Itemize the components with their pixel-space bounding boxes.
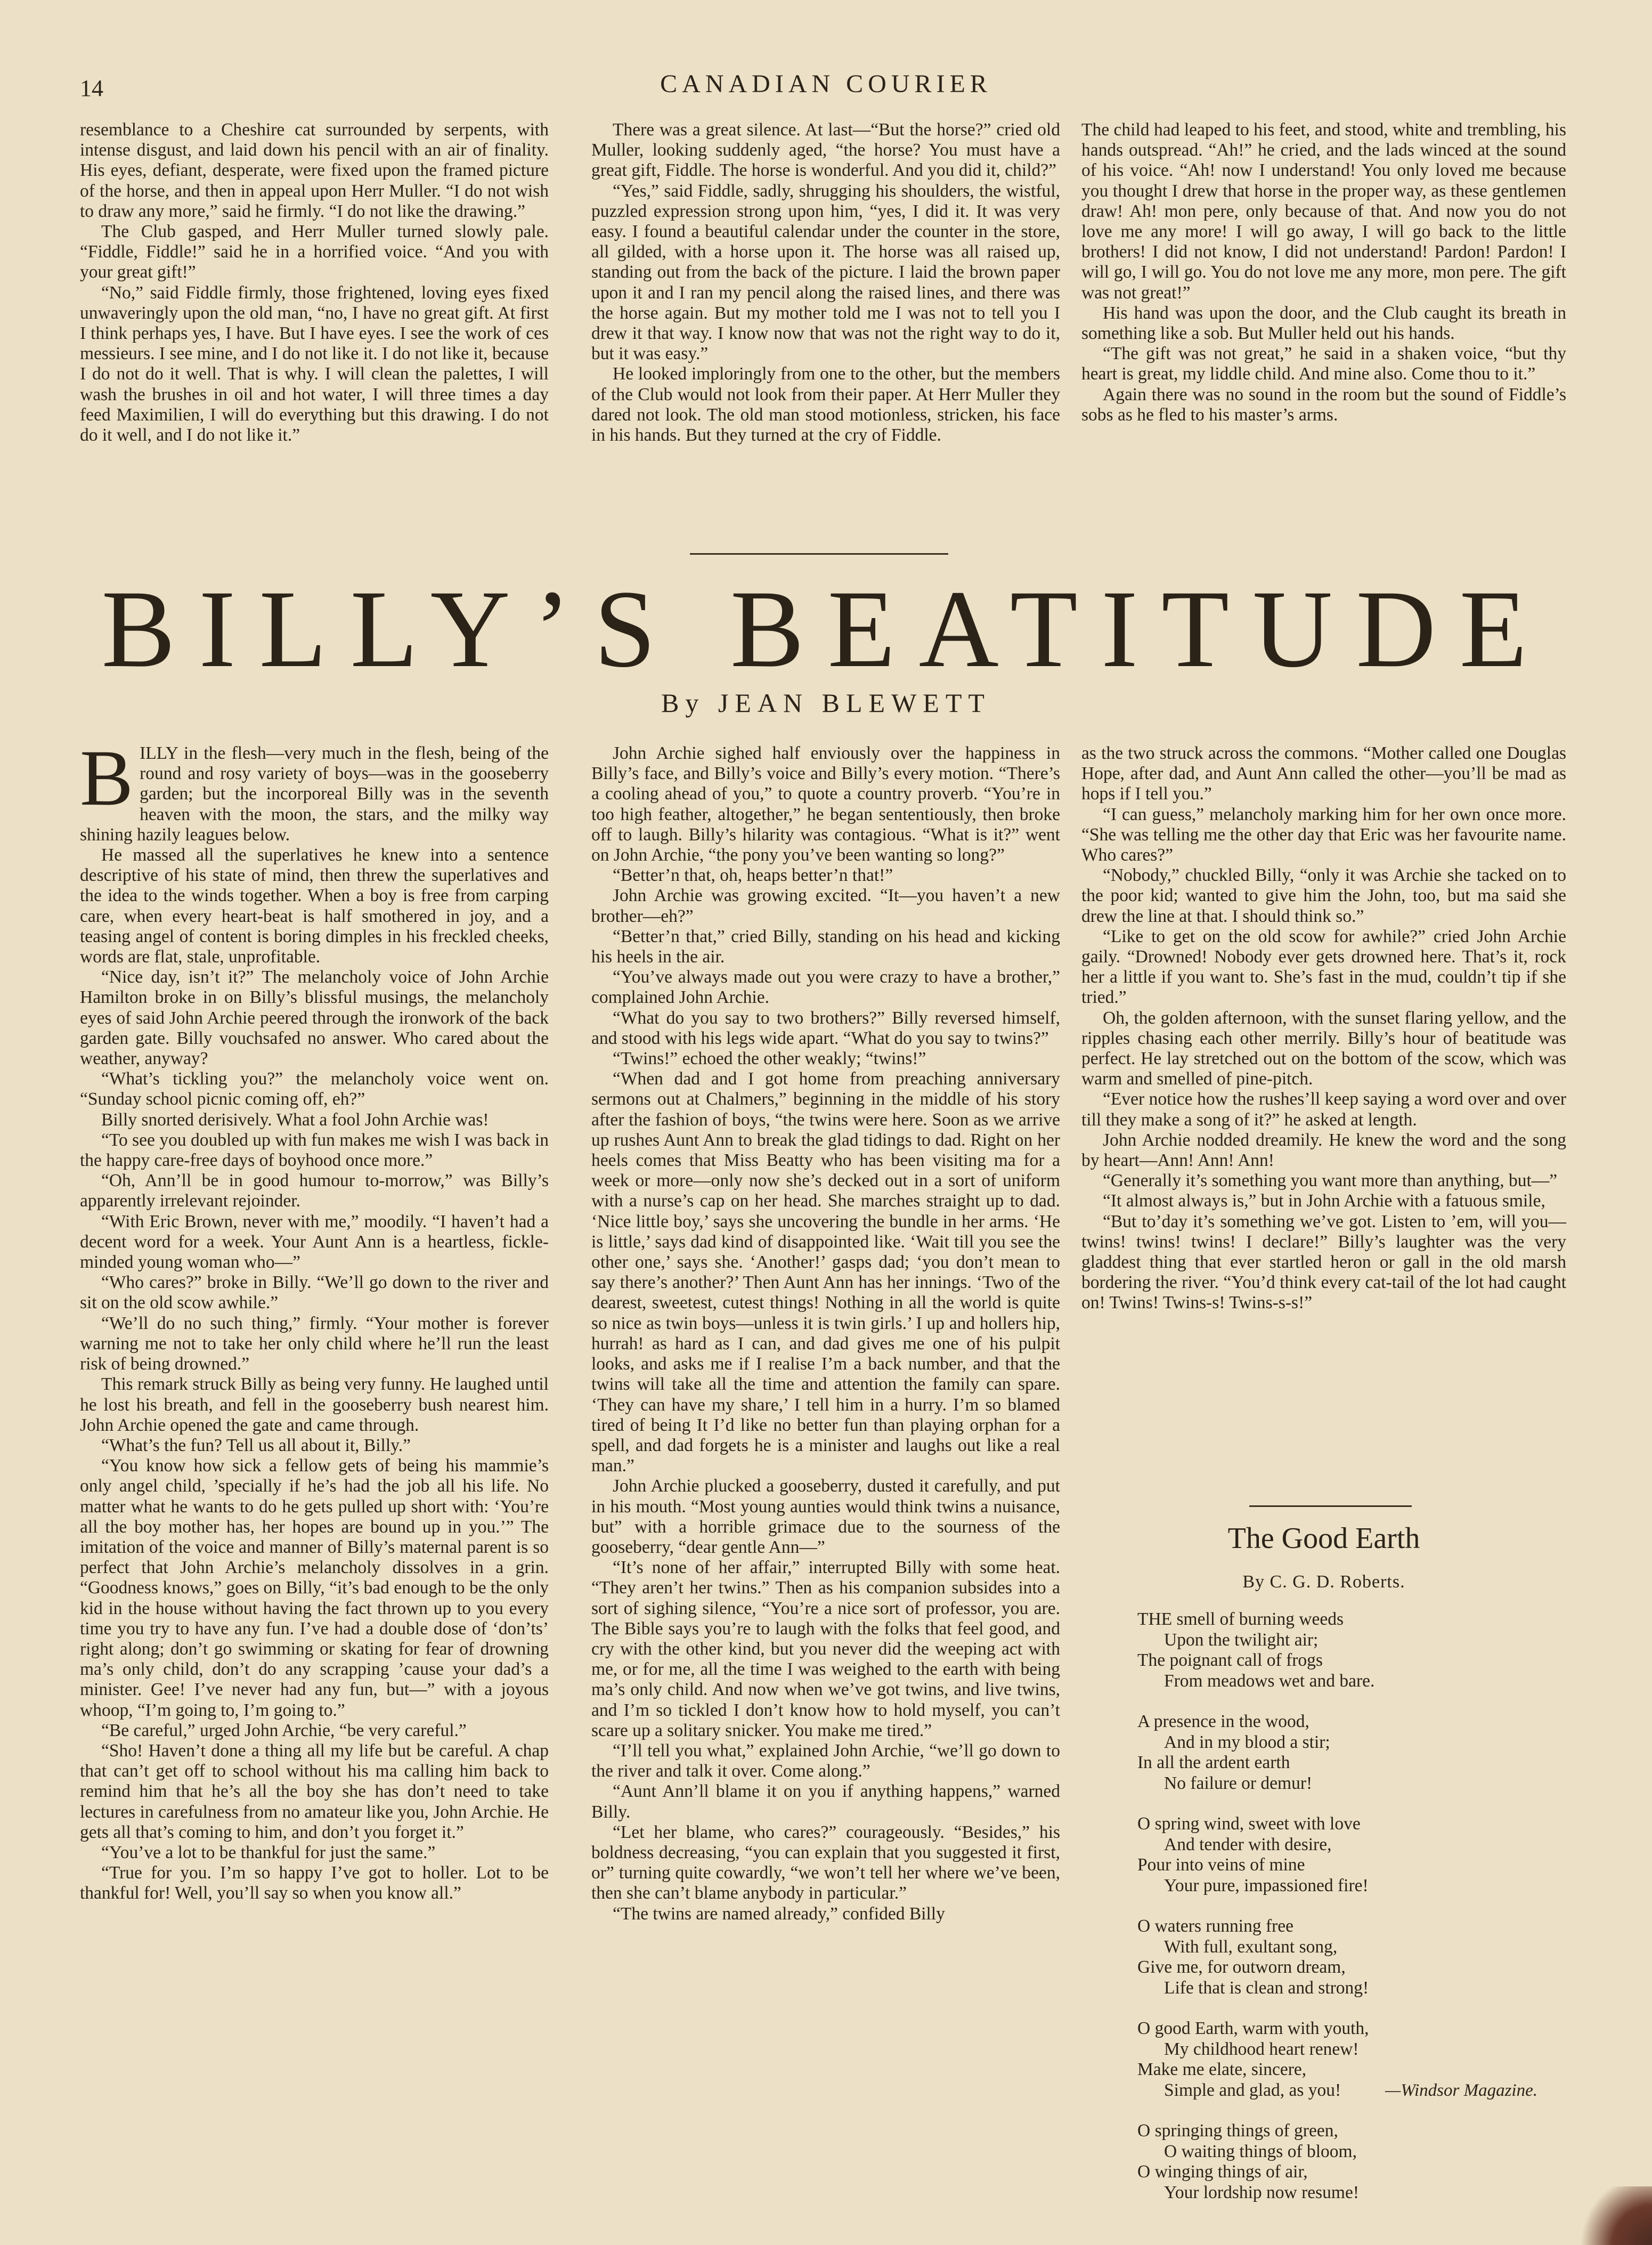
- paragraph: “The gift was not great,” he said in a shaken voice, “but thy heart is great, my liddle child. And mine also. Come thou to it.”: [1081, 344, 1566, 384]
- poem-line: O good Earth, warm with youth,: [1137, 2019, 1369, 2038]
- paragraph: “Let her blame, who cares?” courageously. “Besides,” his boldness decreasing, “you can explain that you suggested it first, or” turning quite cowardly, “we won’t tell her where we’ve been, then she can’t blame anybody in particular.”: [591, 1822, 1060, 1903]
- paragraph: “Better’n that,” cried Billy, standing on his head and kicking his heels in the air.: [591, 926, 1060, 967]
- paragraph: “Nobody,” chuckled Billy, “only it was Archie she tacked on to the poor kid; wanted to give him the John, too, but ma said she drew the line at that. I should think so.”: [1081, 865, 1566, 926]
- poem-line: No failure or demur!: [1164, 1773, 1313, 1793]
- poem-line: Life that is clean and strong!: [1164, 1977, 1369, 1998]
- poem-line: Simple and glad, as you!: [1164, 2080, 1341, 2100]
- paragraph: The Club gasped, and Herr Muller turned slowly pale. “Fiddle, Fiddle!” said he in a horrified voice. “And you with your great gift!”: [80, 222, 549, 282]
- paragraph: “What do you say to two brothers?” Billy reversed himself, and stood with his legs wide apart. “What do you say to twins?”: [591, 1008, 1060, 1048]
- poem-line: O winging things of air,: [1137, 2162, 1308, 2182]
- paragraph: “I’ll tell you what,” explained John Archie, “we’ll go down to the river and talk it over. Come along.”: [591, 1740, 1060, 1781]
- poem-stanza: [1137, 1916, 1553, 1998]
- prev-story-column-2: [591, 120, 1060, 445]
- poem-line: The poignant call of frogs: [1137, 1650, 1323, 1670]
- poem-line: THE smell of burning weeds: [1137, 1609, 1344, 1629]
- poem-line: Upon the twilight air;: [1164, 1630, 1319, 1650]
- story-column-3: [1081, 743, 1566, 1314]
- title-divider: [690, 553, 948, 555]
- paragraph: “We’ll do no such thing,” firmly. “Your mother is forever warning me not to take her only child where he’ll run the least risk of being drowned.”: [80, 1313, 549, 1374]
- page-corner-shadow: [1572, 2186, 1652, 2245]
- paragraph: “It’s none of her affair,” interrupted Billy with some heat. “They aren’t her twins.” Then as his companion subsides into a sort of sighing silence, “You’re a nice sort of professor, you are. The Bible says you’re to laugh with the folks that feel good, and cry with the other kind, but you never did the weeping act with me, or for me, all the time I was weighed to the earth with being ma’s only child. And now when we’ve got twins, and live twins, and I’m so tickled I don’t know how to hold myself, you can’t scare up a solitary snicker. You make me tired.”: [591, 1558, 1060, 1740]
- paragraph: His hand was upon the door, and the Club caught its breath in something like a sob. But Muller held out his hands.: [1081, 303, 1566, 344]
- paragraph: This remark struck Billy as being very funny. He laughed until he lost his breath, and fell in the gooseberry bush nearest him. John Archie opened the gate and came through.: [80, 1374, 549, 1435]
- paragraph: resemblance to a Cheshire cat surrounded by serpents, with intense disgust, and laid down his pencil with an air of finality. His eyes, defiant, desperate, were fixed upon the framed picture of the horse, and then in appeal upon Herr Muller. “I do not wish to draw any more,” said he firmly. “I do not like the drawing.”: [80, 120, 549, 221]
- paragraph: John Archie sighed half enviously over the happiness in Billy’s face, and Billy’s voice and Billy’s every motion. “There’s a cooling ahead of you,” to quote a country proverb. “You’re in too high feather, altogether,” he began sententiously, then broke off to laugh. Billy’s hilarity was contagious. “What is it?” went on John Archie, “the pony you’ve been wanting so long?”: [591, 743, 1060, 865]
- paragraph: “True for you. I’m so happy I’ve got to holler. Lot to be thankful for! Well, you’ll say so when you know all.”: [80, 1863, 549, 1903]
- paragraph: “Who cares?” broke in Billy. “We’ll go down to the river and sit on the old scow awhile.”: [80, 1273, 549, 1313]
- poem-line: And in my blood a stir;: [1164, 1732, 1330, 1752]
- paragraph: John Archie was growing excited. “It—you haven’t a new brother—eh?”: [591, 886, 1060, 926]
- paragraph: “You’ve always made out you were crazy to have a brother,” complained John Archie.: [591, 967, 1060, 1008]
- running-head: CANADIAN COURIER: [660, 70, 992, 98]
- poem-line: My childhood heart renew!: [1164, 2039, 1359, 2059]
- paragraph: “The twins are named already,” confided Billy: [613, 1903, 945, 1924]
- paragraph: “To see you doubled up with fun makes me wish I was back in the happy care-free days of boyhood once more.”: [80, 1130, 549, 1171]
- paragraph: “I can guess,” melancholy marking him for her own once more. “She was telling me the other day that Eric was her favourite name. Who cares?”: [1081, 804, 1566, 865]
- paragraph: “Be careful,” urged John Archie, “be very careful.”: [101, 1720, 467, 1740]
- poem-title: The Good Earth: [1227, 1522, 1420, 1555]
- page-header: [80, 69, 1572, 112]
- poem-divider: [1249, 1505, 1412, 1507]
- poem-line: Your lordship now resume!: [1164, 2182, 1360, 2202]
- paragraph: “You’ve a lot to be thankful for just the same.”: [101, 1842, 436, 1862]
- poem-line: In all the ardent earth: [1137, 1753, 1290, 1772]
- poem-line: O spring wind, sweet with love: [1137, 1814, 1361, 1834]
- story-column-2: [591, 743, 1060, 1924]
- paragraph: John Archie nodded dreamily. He knew the word and the song by heart—Ann! Ann! Ann!: [1081, 1130, 1566, 1171]
- poem-line: And tender with desire,: [1164, 1834, 1332, 1854]
- poem-line: Make me elate, sincere,: [1137, 2060, 1307, 2079]
- poem-line: O waiting things of bloom,: [1164, 2141, 1357, 2161]
- paragraph: “When dad and I got home from preaching anniversary sermons out at Chalmers,” beginning in the middle of his story after the fashion of boys, “the twins were here. Soon as we arrive up rushes Aunt Ann to break the glad tidings to dad. Right on her heels comes that Miss Beatty who has been visiting ma for a week or more—only now she’s decked out in a sort of uniform with a nurse’s cap on her head. She marches straight up to dad. ‘Nice little boy,’ says she uncovering the bundle in her arms. ‘He is little,’ says dad kind of disappointed like. ‘Wait till you see the other one,’ says she. ‘Another!’ gasps dad; ‘you don’t mean to say there’s another?’ Then Aunt Ann has her innings. ‘Two of the dearest, sweetest, cutest things! Nothing in all the world is quite so nice as twin boys—unless it is twin girls.’ I up and hollers hip, hurrah! as hard as I can, and dad gives me one of his pulpit looks, and asks me if I realise I’m a back number, and that the twins will take all the time and attention the family can spare. ‘They can have my share,’ I tell him in a hurry. I’m so blamed tired of being It I’d like no better fun than playing orphan for a spell, and dad forgets he is a minister and laughs out like a real man.”: [591, 1069, 1060, 1476]
- story-byline: By JEAN BLEWETT: [661, 688, 991, 718]
- paragraph: “Like to get on the old scow for awhile?” cried John Archie gaily. “Drowned! Nobody ever gets drowned here. That’s it, rock her a little if you want to. She’s fast in the mud, couldn’t tip if she tried.”: [1081, 926, 1566, 1008]
- paragraph: Oh, the golden afternoon, with the sunset flaring yellow, and the ripples chasing each other merrily. Billy’s hour of beatitude was perfect. He lay stretched out on the bottom of the scow, which was warm and smelled of pine-pitch.: [1081, 1008, 1566, 1089]
- poem-body: [1137, 1609, 1553, 2223]
- poem-author: By C. G. D. Roberts.: [1242, 1572, 1405, 1592]
- poem-line: Your pure, impassioned fire!: [1164, 1875, 1369, 1895]
- paragraph: He looked imploringly from one to the other, but the members of the Club would not look from their paper. At Herr Muller they dared not look. The old man stood motionless, stricken, his face in his hands. But they turned at the cry of Fiddle.: [591, 364, 1060, 445]
- poem-stanza: [1137, 1712, 1553, 1794]
- paragraph: John Archie plucked a gooseberry, dusted it carefully, and put in his mouth. “Most young aunties would think twins a nuisance, but” with a horrible grimace due to the sourness of the gooseberry, “dear gentle Ann—”: [591, 1476, 1060, 1557]
- story-title: BILLY’S BEATITUDE: [101, 568, 1551, 690]
- paragraph: There was a great silence. At last—“But the horse?” cried old Muller, looking suddenly aged, “the horse? You must have a great gift, Fiddle. The horse is wonderful. And you did it, child?”: [591, 120, 1060, 181]
- paragraph: “What’s tickling you?” the melancholy voice went on. “Sunday school picnic coming off, eh?”: [80, 1069, 549, 1109]
- poem-stanza: [1137, 1814, 1553, 1896]
- paragraph: “With Eric Brown, never with me,” moodily. “I haven’t had a decent word for a week. Your Aunt Ann is a heartless, fickle-minded young woman who—”: [80, 1211, 549, 1273]
- poem-line: From meadows wet and bare.: [1164, 1671, 1375, 1691]
- paragraph: “What’s the fun? Tell us all about it, Billy.”: [101, 1435, 411, 1455]
- paragraph: “You know how sick a fellow gets of being his mammie’s only angel child, ’specially if he’s had the job all his life. No matter what he wants to do he gets pulled up short with: ‘You’re all the boy mother has, her hopes are bound up in you.’” The imitation of the voice and manner of Billy’s maternal parent is so perfect that John Archie’s melancholy dissolves in a grin. “Goodness knows,” goes on Billy, “it’s bad enough to be the only kid in the house without having the fact thrown up to you every time you try to have any fun. I’ve had a double dose of ‘don’ts’ right along; don’t go swimming or skating for fear of drowning ma’s only child, don’t do any scrapping ’cause your dad’s a minister. Gee! I’ve never had any fun, but—” with a joyous whoop, “I’m going to, I’m going to.”: [80, 1456, 549, 1720]
- paragraph: “No,” said Fiddle firmly, those frightened, loving eyes fixed unwaveringly upon the old man, “no, I have no great gift. At first I think perhaps yes, I have. But I have eyes. I see the work of ces messieurs. I see mine, and I do not like it. I do not like it, because I do not do it well. That is why. I will clean the palettes, I will wash the brushes in oil and hot water, I will three times a day feed Maximilien, I will do everything but this drawing. I do not do it well, and I do not like it.”: [80, 282, 549, 445]
- paragraph: Billy snorted derisively. What a fool John Archie was!: [101, 1109, 489, 1130]
- paragraph: as the two struck across the commons. “Mother called one Douglas Hope, after dad, and Aunt Ann called the other—you’ll be mad as hops if I tell you.”: [1081, 743, 1566, 804]
- opening-paragraph: [80, 734, 549, 845]
- paragraph: “But to’day it’s something we’ve got. Listen to ’em, will you—twins! twins! twins! I declare!” Billy’s laughter was the very gladdest thing that ever startled heron or gall in the old marsh bordering the river. “You’d think every cat-tail of the lot had caught on! Twins! Twins-s! Twins-s-s!”: [1081, 1211, 1566, 1313]
- poem-line: Pour into veins of mine: [1137, 1855, 1305, 1875]
- paragraph: “Sho! Haven’t done a thing all my life but be careful. A chap that can’t get off to school without his ma calling him back to remind him that he’s all the boy she has don’t need to take lectures in carefulness from no amateur like you, John Archie. He gets all that’s coming to him, and don’t you forget it.”: [80, 1740, 549, 1842]
- paragraph: “Better’n that, oh, heaps better’n that!”: [613, 865, 893, 886]
- poem-line: A presence in the wood,: [1137, 1712, 1309, 1731]
- paragraph: “It almost always is,” but in John Archie with a fatuous smile,: [1103, 1191, 1545, 1211]
- page-number: 14: [80, 75, 103, 101]
- poem-line: O springing things of green,: [1137, 2121, 1338, 2141]
- paragraph: He massed all the superlatives he knew into a sentence descriptive of his state of mind, then threw the superlatives and the idea to the winds together. When a boy is free from carping care, when every heart-beat is half smothered in joy, and a teasing angel of content is boring dimples in his freckled cheeks, words are flat, stale, unprofitable.: [80, 845, 549, 967]
- poem-source: —Windsor Magazine.: [1385, 2081, 1537, 2100]
- paragraph: The child had leaped to his feet, and stood, white and trembling, his hands outspread. “Ah!” he cried, and the lads winced at the sound of his voice. “Ah! now I understand! You only loved me because you thought I drew that horse in the proper way, as these gentlemen draw! Ah! mon pere, only because of that. And now you do not love me any more! I will go away, I will go back to the little brothers! I did not know, I did not understand! Pardon! Pardon! I will go, I will go. You do not love me any more, mon pere. The gift was not great!”: [1081, 120, 1566, 303]
- opening-text: ILLY in the flesh—very much in the flesh, being of the round and rosy variety of boys—was in the gooseberry garden; but the incorporeal Billy was in the seventh heaven with the moon, the stars, and the milky way shining hazily leagues below.: [80, 743, 549, 845]
- prev-story-column-1: [80, 120, 549, 445]
- drop-cap: B: [80, 734, 134, 822]
- prev-story-column-3: [1081, 120, 1566, 425]
- story-column-1: [80, 734, 549, 1904]
- paragraph: “Yes,” said Fiddle, sadly, shrugging his shoulders, the wistful, puzzled expression strong upon him, “yes, I did it. It was very easy. I found a beautiful calendar under the counter in the store, all gilded, with a horse upon it. The horse was all raised up, standing out from the back of the picture. I laid the brown paper upon it and I ran my pencil along the raised lines, and there was the horse again. But my mother told me I was not to tell you I drew it that way. I know now that was not the right way to do it, but it was easy.”: [591, 181, 1060, 364]
- paragraph: “Nice day, isn’t it?” The melancholy voice of John Archie Hamilton broke in on Billy’s blissful musings, the melancholy eyes of said John Archie peered through the ironwork of the back garden gate. Billy vouchsafed no answer. Who cared about the weather, anyway?: [80, 967, 549, 1069]
- paragraph: Again there was no sound in the room but the sound of Fiddle’s sobs as he fled to his master’s arms.: [1081, 384, 1566, 425]
- poem-stanza: [1137, 2121, 1553, 2203]
- poem-line: O waters running free: [1137, 1916, 1294, 1936]
- poem-line: Give me, for outworn dream,: [1137, 1957, 1346, 1977]
- poem-line: With full, exultant song,: [1164, 1936, 1338, 1957]
- paragraph: “Twins!” echoed the other weakly; “twins!”: [613, 1049, 926, 1069]
- paragraph: “Aunt Ann’ll blame it on you if anything happens,” warned Billy.: [591, 1781, 1060, 1822]
- paragraph: “Generally it’s something you want more than anything, but—”: [1103, 1171, 1558, 1191]
- paragraph: “Oh, Ann’ll be in good humour to-morrow,” was Billy’s apparently irrelevant rejoinder.: [80, 1171, 549, 1211]
- paragraph: “Ever notice how the rushes’ll keep saying a word over and over till they make a song of it?” he asked at length.: [1081, 1089, 1566, 1130]
- poem-stanza: [1137, 1609, 1553, 1691]
